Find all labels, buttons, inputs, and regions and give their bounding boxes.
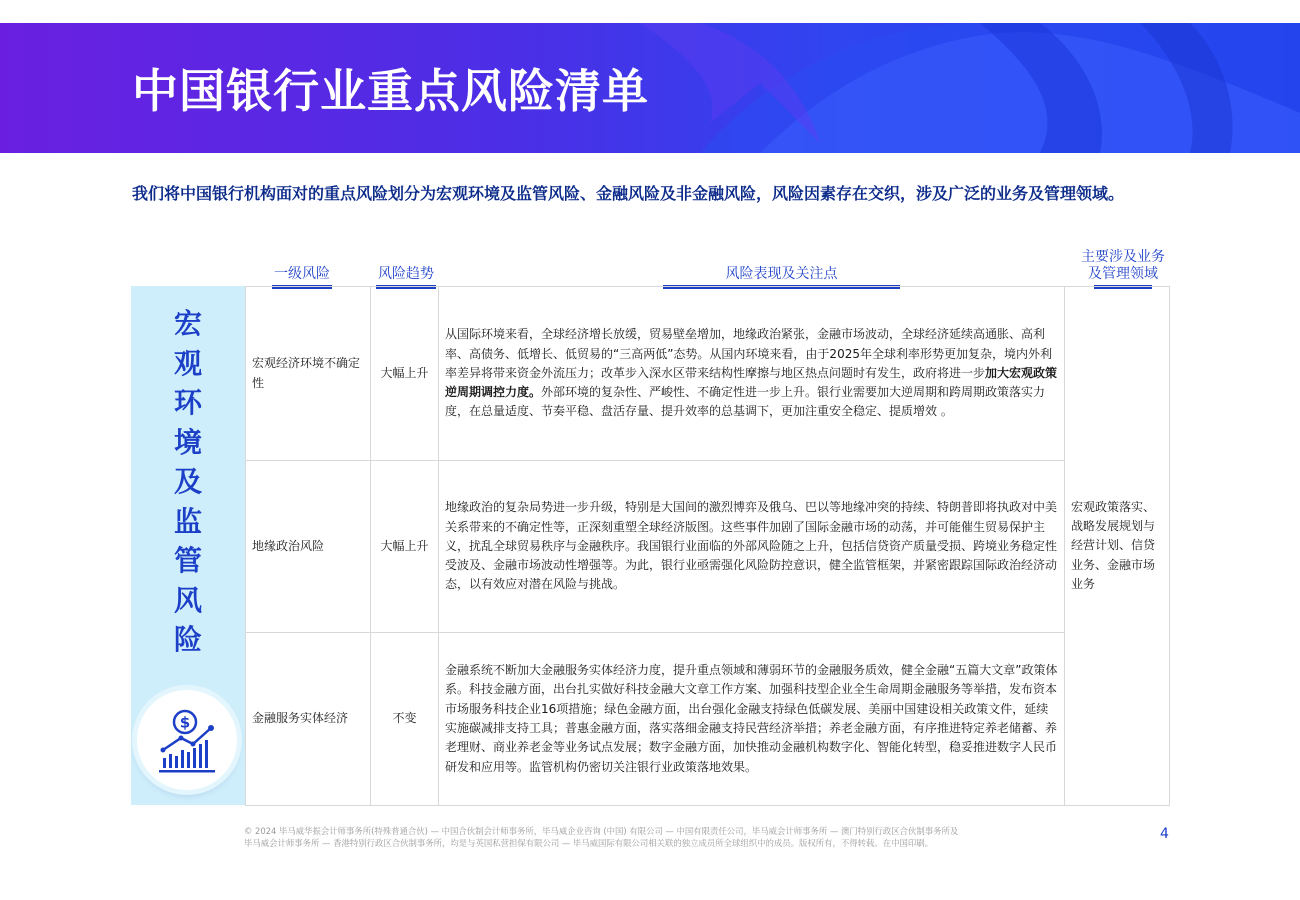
emphasis-text: 加大宏观政策逆周期调控力度。 — [445, 365, 1058, 400]
risk-name: 金融服务实体经济 — [246, 633, 371, 806]
column-header-level1: 一级风险 — [272, 266, 332, 283]
column-header-trend: 风险趋势 — [376, 266, 436, 283]
page-title: 中国银行业重点风险清单 — [132, 64, 649, 118]
table-row — [246, 633, 1170, 806]
risk-trend: 大幅上升 — [371, 461, 439, 633]
table-row — [246, 287, 1170, 461]
finance-growth-chart-icon — [137, 690, 237, 790]
risk-detail: 地缘政治的复杂局势进一步升级，特别是大国间的激烈博弈及俄乌、巴以等地缘冲突的持续、特朗普即将执政对中美关系带来的不确定性等，正深刻重塑全球经济版图。这些事件加剧了国际金融市场的动荡，并可能催生贸易保护主义，扰乱全球贸易秩序与金融秩序。我国银行业面临的外部风险随之上升，包括信贷资产质量受损、跨境业务稳定性受波及、金融市场波动性增强等。为此，银行业亟需强化风险防控意识，健全监管框架，并紧密跟踪国际政治经济动态，以有效应对潜在风险与挑战。 — [439, 461, 1065, 633]
svg-text:$: $ — [179, 713, 191, 732]
risk-trend: 大幅上升 — [371, 287, 439, 461]
risk-category-title: 宏 观 环 境 及 监 管 风 险 — [173, 307, 202, 656]
risk-category-panel — [131, 286, 245, 805]
risk-table — [245, 286, 1170, 806]
title-banner — [0, 23, 1300, 153]
page-number: 4 — [1160, 826, 1169, 842]
column-header-domain: 主要涉及业务 及管理领域 — [1072, 249, 1174, 283]
intro-text: 我们将中国银行机构面对的重点风险划分为宏观环境及监管风险、金融风险及非金融风险，风险因素存在交织，涉及广泛的业务及管理领域。 — [132, 184, 1125, 203]
table-row — [246, 461, 1170, 633]
risk-name: 地缘政治风险 — [246, 461, 371, 633]
business-domain: 宏观政策落实、战略发展规划与经营计划、信贷业务、金融市场业务 — [1065, 287, 1170, 806]
copyright-footer: © 2024 毕马威华振会计师事务所(特殊普通合伙) — 中国合伙制会计师事务所，毕马威企业咨询 (中国) 有限公司 — 中国有限责任公司，毕马威会计师事务所 — 澳门特别行政区合伙制事务所及 毕马威会计师事务所 — 香港特别行政区合伙制事务所，均是与英国私营担保有限公司 — 毕马威国际有限公司相关联的独立成员所全球组织中的成员。版权所有，不得转载。在中国印刷。 — [244, 826, 959, 848]
risk-trend: 不变 — [371, 633, 439, 806]
risk-name: 宏观经济环境不确定性 — [246, 287, 371, 461]
risk-detail: 金融系统不断加大金融服务实体经济力度，提升重点领域和薄弱环节的金融服务质效，健全金融“五篇大文章”政策体系。科技金融方面，出台扎实做好科技金融大文章工作方案、加强科技型企业全生命周期金融服务等举措，发布资本市场服务科技企业16项措施；绿色金融方面，出台强化金融支持绿色低碳发展、美丽中国建设相关政策文件，延续实施碳减排支持工具；普惠金融方面，落实落细金融支持民营经济举措；养老金融方面，有序推进特定养老储蓄、养老理财、商业养老金等业务试点发展；数字金融方面，加快推动金融机构数字化、智能化转型，稳妥推进数字人民币研发和应用等。监管机构仍密切关注银行业政策落地效果。 — [439, 633, 1065, 806]
column-header-detail: 风险表现及关注点 — [663, 266, 900, 283]
risk-detail: 从国际环境来看，全球经济增长放缓，贸易壁垒增加，地缘政治紧张，金融市场波动，全球经济延续高通胀、高利率、高债务、低增长、低贸易的“三高两低”态势。从国内环境来看，由于2025年全球利率形势更加复杂，境内外利率差异将带来资金外流压力；改革步入深水区带来结构性摩擦与地区热点问题时有发生，政府将进一步加大宏观政策逆周期调控力度。外部环境的复杂性、严峻性、不确定性进一步上升。银行业需要加大逆周期和跨周期政策落实力度，在总量适度、节奏平稳、盘活存量、提升效率的总基调下，更加注重安全稳定、提质增效 。 — [439, 287, 1065, 461]
